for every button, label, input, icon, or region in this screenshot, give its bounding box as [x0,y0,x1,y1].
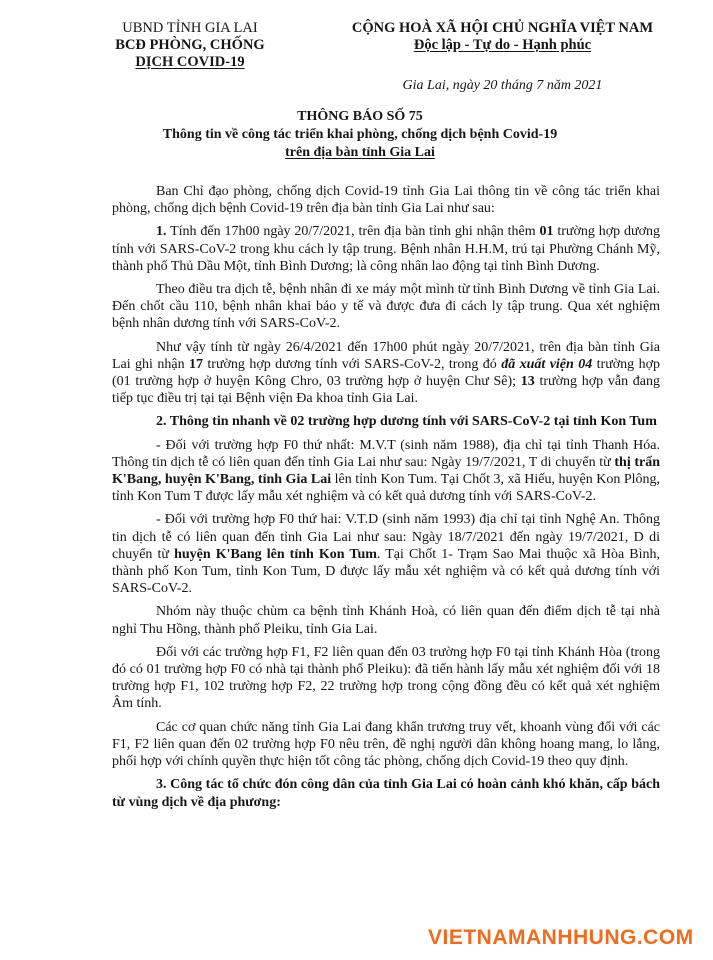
issuer-line1: UBND TỈNH GIA LAI [122,20,258,36]
section-1-paragraph: 1. Tính đến 17h00 ngày 20/7/2021, trên địa bàn tỉnh ghi nhận thêm 01 trường hợp dương tính với SARS-CoV-2 trong khu cách ly tập trung. Bệnh nhân H.H.M, trú tại Phường Chánh Mỹ, thành phố Thủ Dầu Một, tỉnh Bình Dương; là công nhân lao động tại tỉnh Bình Dương. [112,224,661,274]
motto: Độc lập - Tự do - Hạnh phúc [413,37,592,53]
document-date: Gia Lai, ngày 20 tháng 7 năm 2021 [402,78,603,93]
cluster-paragraph: Nhóm này thuộc chùm ca bệnh tỉnh Khánh Hoà, có liên quan đến điểm dịch tễ tại nhà nghỉ Thu Hồng, thành phố Pleiku, tỉnh Gia Lai. [112,604,660,637]
title-number: THÔNG BÁO SỐ 75 [297,109,423,124]
investigation-paragraph: Theo điều tra dịch tễ, bệnh nhân đi xe máy một mình từ tỉnh Bình Dương về tỉnh Gia Lai. Đến chốt cầu 110, bệnh nhân khai báo y tế và được đưa đi cách ly tập trung. Qua xét nghiệm bệnh nhân dương tính với SARS-CoV-2. [112,282,660,332]
issuer-line2: BCĐ PHÒNG, CHỐNG [115,37,265,53]
section-3-heading: 3. Công tác tổ chức đón công dân của tỉnh Gia Lai có hoàn cảnh khó khăn, cấp bách từ vùng dịch về địa phương: [112,777,660,810]
tracing-paragraph: Các cơ quan chức năng tỉnh Gia Lai đang khẩn trương truy vết, khoanh vùng đối với các F1, F2 liên quan đến 02 trường hợp F0 nêu trên, đề nghị người dân không hoang mang, lo lắng, phối hợp với chính quyền thực hiện tốt công tác phòng, chống dịch Covid-19 theo quy định. [112,719,660,770]
title-subject: Thông tin về công tác triển khai phòng, chống dịch bệnh Covid-19 [162,127,558,142]
country-name: CỘNG HOÀ XÃ HỘI CHỦ NGHĨA VIỆT NAM [351,20,654,36]
document-body [112,183,660,817]
watermark: VIETNAMANHHUNG.COM [428,926,694,949]
issuer-block [60,20,320,71]
contacts-paragraph: Đối với các trường hợp F1, F2 liên quan đến 03 trường hợp F0 tại tỉnh Khánh Hòa (trong đó có 01 trường hợp F0 có nhà tại thành phố Pleiku): đã tiến hành lấy mẫu xét nghiệm đối với 18 trường hợp F1, 102 trường hợp F2, 22 trường hợp trong cộng đồng đều có kết quả xét nghiệm Âm tính. [112,644,660,712]
title-scope: trên địa bàn tỉnh Gia Lai [285,145,435,160]
section-2-heading: 2. Thông tin nhanh về 02 trường hợp dương tính với SARS-CoV-2 tại tỉnh Kon Tum [156,414,657,430]
summary-paragraph: Như vậy tính từ ngày 26/4/2021 đến 17h00 phút ngày 20/7/2021, trên địa bàn tỉnh Gia Lai ghi nhận 17 trường hợp dương tính với SARS-CoV-2, trong đó đã xuất viện 04 trường hợp (01 trường hợp ở huyện Kông Chro, 03 trường hợp ở huyện Chư Sê); 13 trường hợp vẫn đang tiếp tục điều trị tại tại Bệnh viện Đa khoa tỉnh Gia Lai. [112,339,661,407]
intro-paragraph: Ban Chỉ đạo phòng, chống dịch Covid-19 tỉnh Gia Lai thông tin về công tác triển khai phòng, chống dịch bệnh Covid-19 trên địa bàn tỉnh Gia Lai như sau: [112,184,660,217]
case-1-paragraph: - Đối với trường hợp F0 thứ nhất: M.V.T (sinh năm 1988), địa chỉ tại tỉnh Thanh Hóa. Thông tin dịch tễ có liên quan đến tỉnh Gia Lai như sau: Ngày 19/7/2021, T di chuyển từ thị trấn K'Bang, huyện K'Bang, tỉnh Gia Lai lên tỉnh Kon Tum. Tại Chốt 3, xã Hiếu, huyện Kon Plông, tỉnh Kon Tum T được lấy mẫu xét nghiệm và có kết quả dương tính với SARS-CoV-2. [112,437,661,505]
case-2-paragraph: - Đối với trường hợp F0 thứ hai: V.T.D (sinh năm 1993) địa chỉ tại tỉnh Nghệ An. Thông tin dịch tễ có liên quan đến tỉnh Gia Lai như sau: Ngày 18/7/2021 đến ngày 19/7/2021, D di chuyển từ huyện K'Bang lên tỉnh Kon Tum. Tại Chốt 1- Trạm Sao Mai thuộc xã Hòa Bình, thành phố Kon Tum, tỉnh Kon Tum, D được lấy mẫu xét nghiệm và có kết quả dương tính với SARS-CoV-2. [112,512,661,597]
document-title [60,108,660,162]
national-motto-block [300,20,705,54]
issuer-line3: DỊCH COVID-19 [135,54,245,70]
